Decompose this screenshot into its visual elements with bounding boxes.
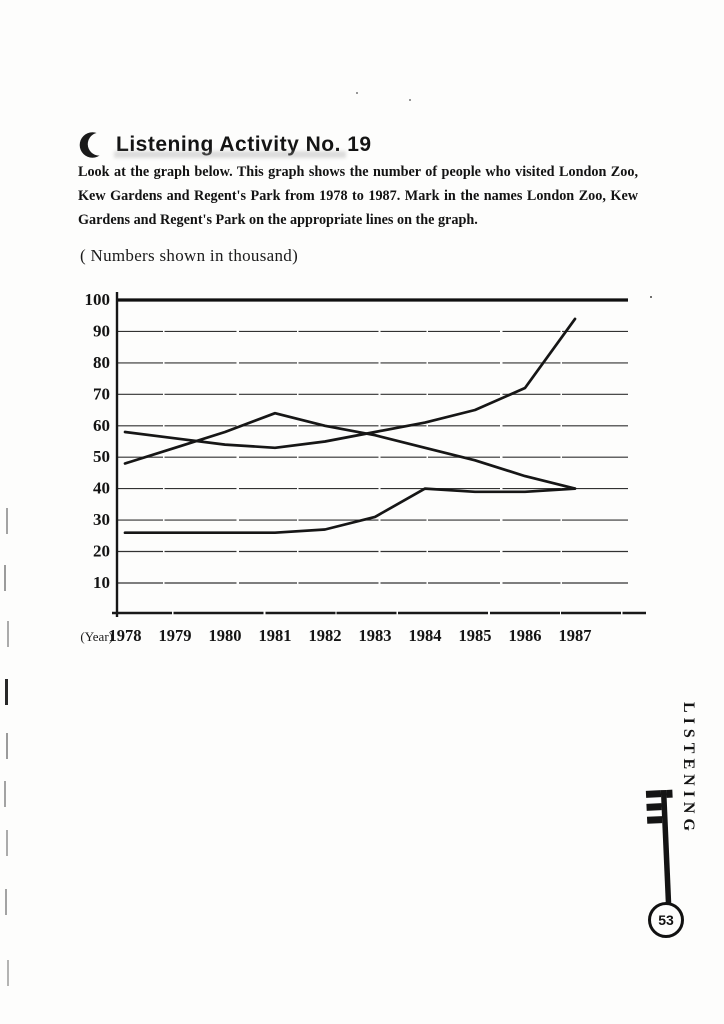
svg-text:1984: 1984: [408, 626, 442, 645]
page-number: 53: [658, 912, 674, 928]
svg-text:90: 90: [93, 321, 110, 341]
scan-speck: [409, 99, 411, 101]
activity-title: Listening Activity No. 19: [116, 133, 372, 156]
svg-text:(Year): (Year): [80, 629, 113, 644]
svg-text:60: 60: [93, 415, 110, 435]
margin-mark: [5, 889, 7, 915]
svg-text:1983: 1983: [358, 626, 392, 645]
margin-mark: [7, 960, 9, 986]
margin-mark: [6, 733, 8, 759]
svg-text:1979: 1979: [158, 626, 192, 645]
svg-text:1981: 1981: [258, 626, 292, 645]
svg-text:80: 80: [93, 352, 110, 372]
svg-text:30: 30: [93, 510, 110, 530]
svg-text:10: 10: [93, 573, 110, 592]
svg-text:1985: 1985: [458, 626, 492, 645]
activity-instructions: Look at the graph below. This graph shows the number of people who visited London Zoo, Kew Gardens and Regent's Park from 1978 to 1987. Mark in the names London Zoo, Kew Gardens and Regent's Park on the appropriate lines on the graph.: [78, 164, 638, 228]
svg-text:1978: 1978: [108, 626, 142, 645]
margin-mark: [4, 565, 6, 591]
margin-mark: [5, 679, 8, 705]
visitors-line-chart: [60, 288, 668, 660]
margin-mark: [7, 621, 9, 647]
svg-text:1980: 1980: [208, 626, 242, 645]
svg-text:40: 40: [93, 478, 110, 498]
page-number-badge: [648, 902, 684, 938]
crescent-moon-icon: [78, 126, 112, 164]
margin-mark: [4, 781, 6, 807]
svg-text:100: 100: [84, 290, 110, 309]
svg-text:20: 20: [93, 541, 110, 561]
svg-text:70: 70: [93, 384, 110, 404]
margin-mark: [6, 508, 8, 534]
svg-text:1987: 1987: [558, 626, 592, 645]
scan-speck: [356, 92, 358, 94]
units-note: ( Numbers shown in thousand): [80, 246, 299, 265]
activity-header: [78, 126, 372, 164]
svg-text:1982: 1982: [308, 626, 342, 645]
svg-text:50: 50: [93, 447, 110, 467]
key-icon: [640, 780, 694, 912]
svg-text:1986: 1986: [508, 626, 542, 645]
margin-mark: [6, 830, 8, 856]
section-label-listening: LISTENING: [680, 702, 697, 836]
